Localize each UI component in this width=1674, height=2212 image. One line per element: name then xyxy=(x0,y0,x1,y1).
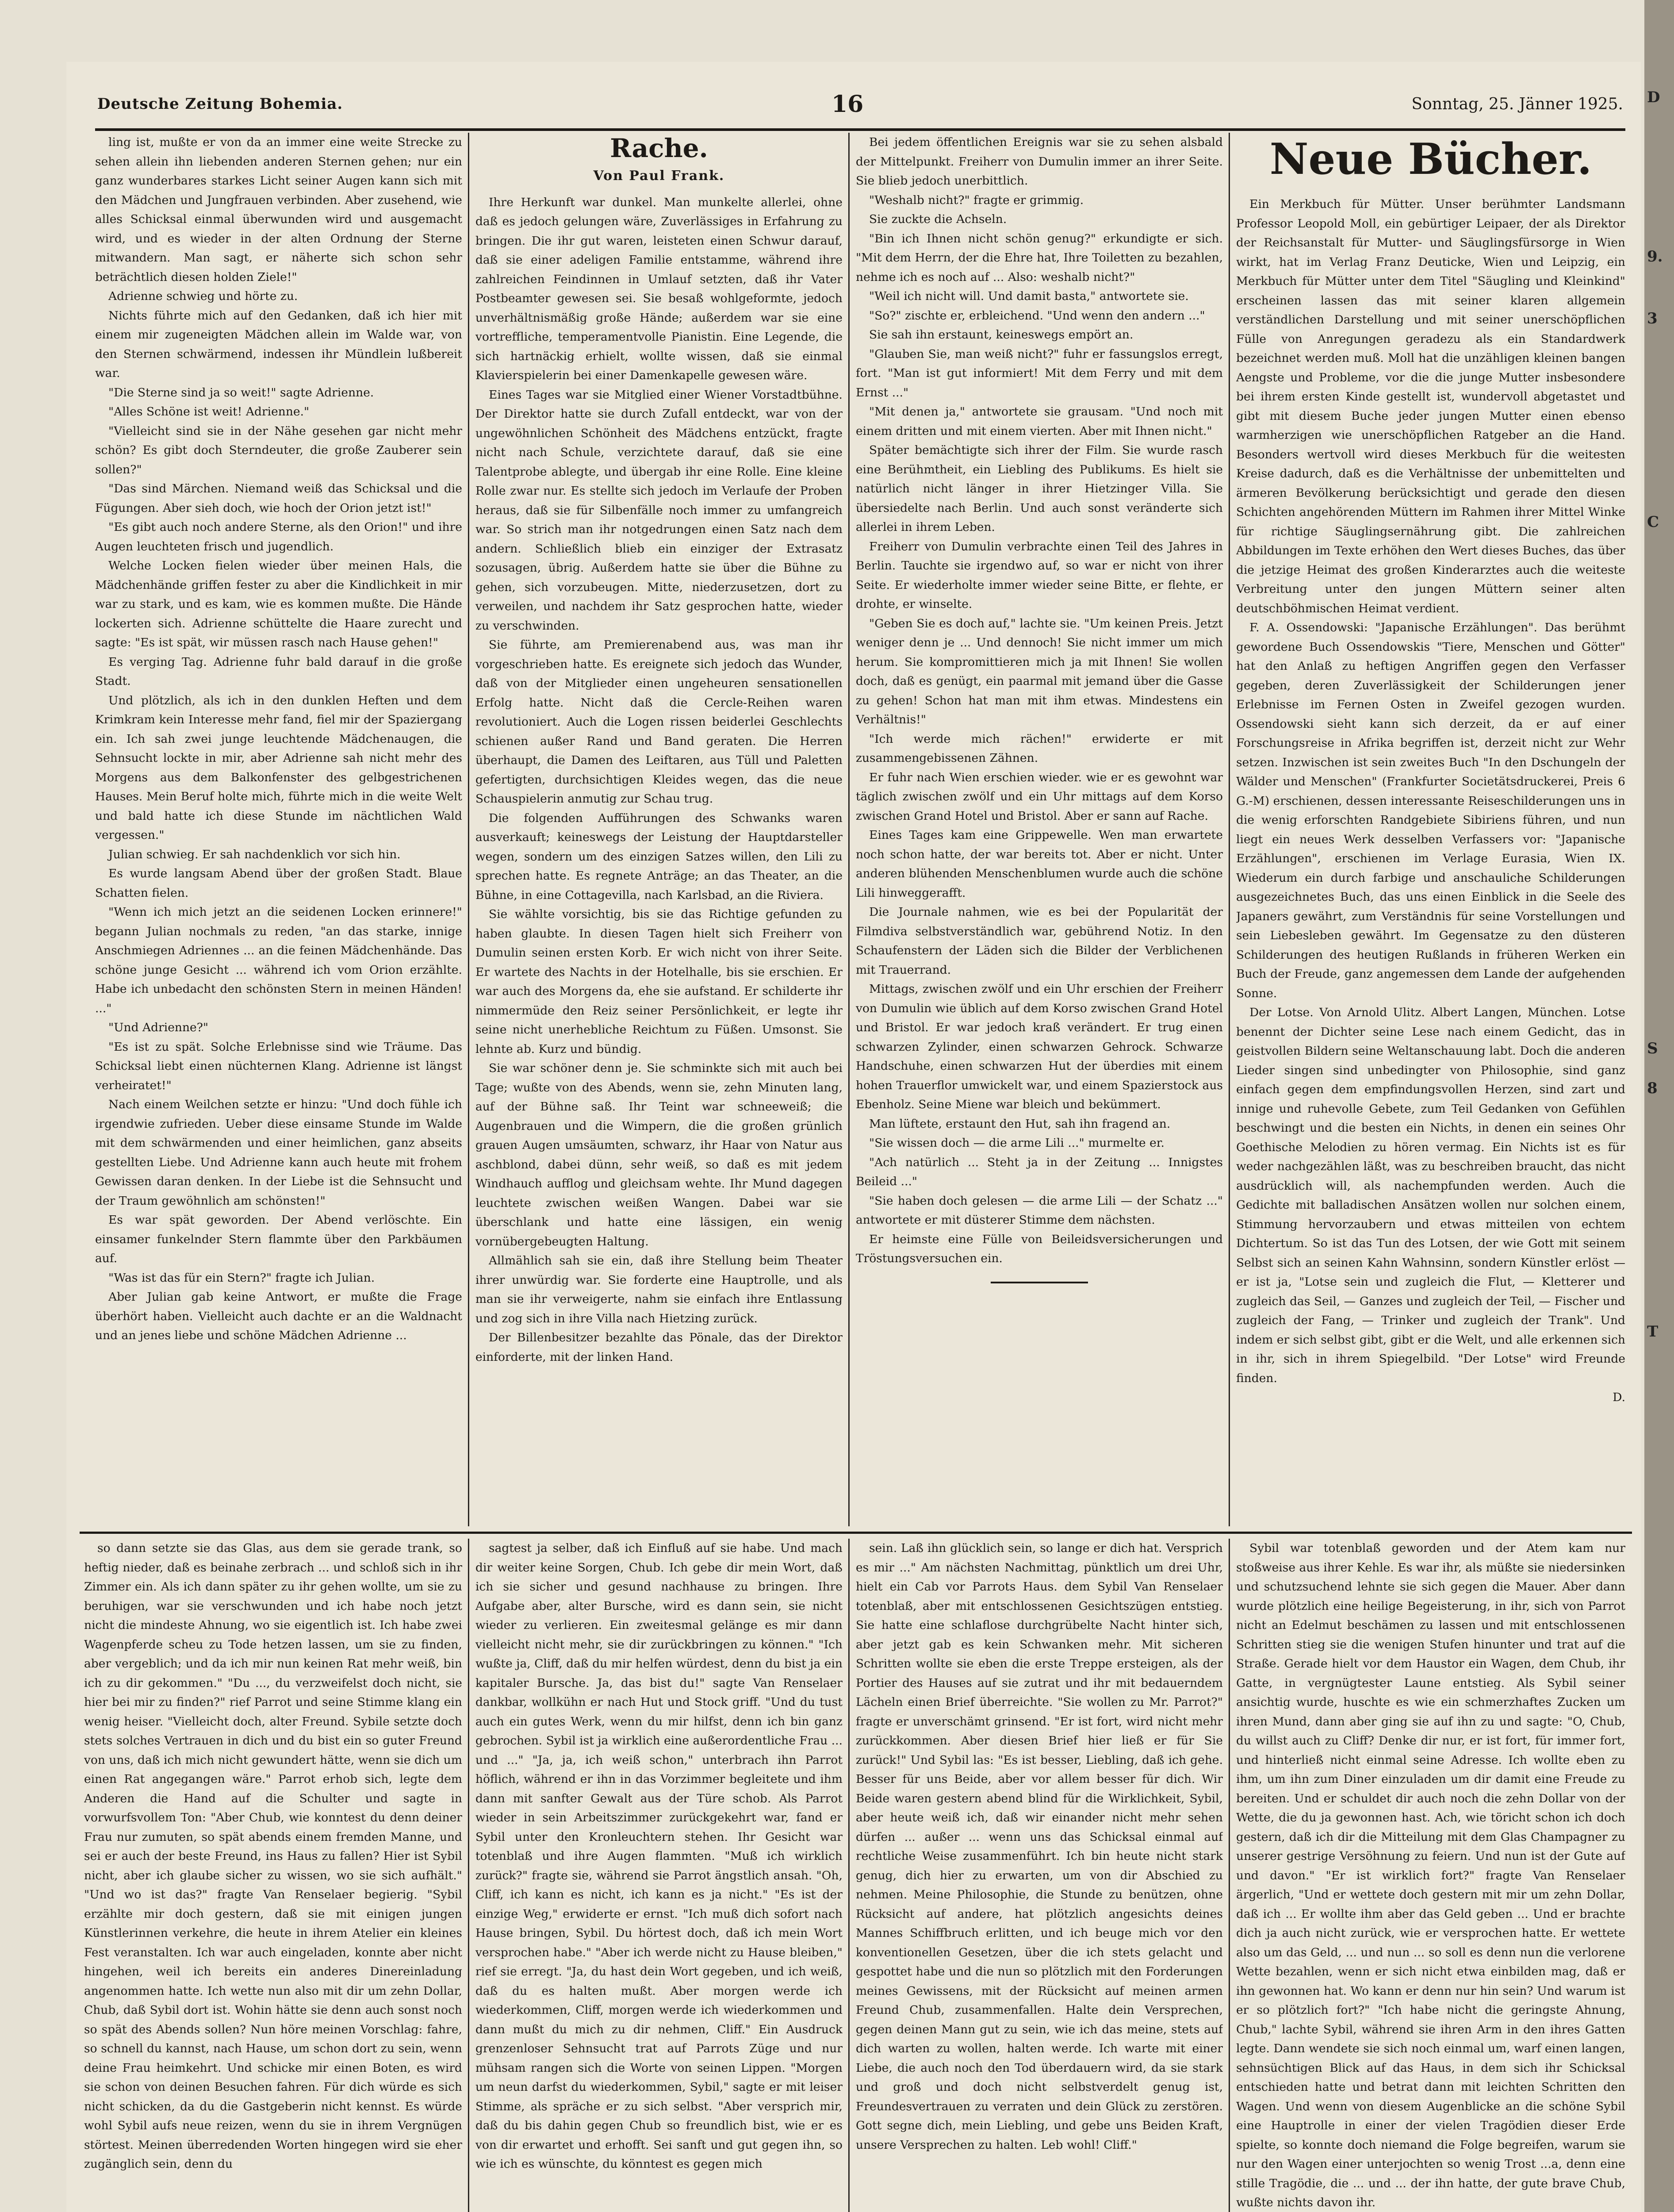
column-divider xyxy=(468,1539,469,2212)
paragraph: "Vielleicht sind sie in der Nähe gesehen gar nicht mehr schön? Es gibt doch Sterndeuter, die große Zauberer sein sollen?" xyxy=(95,424,462,476)
paragraph: "Und Adrienne?" xyxy=(108,1021,209,1034)
paragraph: Sie war schöner denn je. Sie schminkte sich mit auch bei Tage; wußte von des Abends, wenn sie, zehn Minuten lang, auf der Bühne saß. Ihr Teint war schneeweiß; die Augenbrauen und die Wimpern, die die großen grünlich grauen Augen umsäumten, schwarz, ihr Haar von Natur aus aschblond, dabei dünn, sehr weiß, so daß es mit jedem Windhauch aufflog und gleichsam wehte. Ihr Mund dagegen leuchtete zwischen weißen Wangen. Dabei war sie überschlank und hatte eine lässigen, ein wenig vornübergebeugten Haltung. xyxy=(475,1061,843,1248)
paragraph: Ihre Herkunft war dunkel. Man munkelte allerlei, ohne daß es jedoch gelungen wäre, Zuverlässiges in Erfahrung zu bringen. Die ihr gut waren, leisteten einen Schwur darauf, daß sie einer adeligen Familie entstamme, während ihre zahlreichen Feindinnen in Umlauf setzten, daß ihr Vater Postbeamter gewesen sei. Sie besaß wohlgeformte, jedoch unverhältnismäßig große Hände; außerdem war sie eine vortreffliche, temperamentvolle Pianistin. Eine Legende, die sich hartnäckig erhielt, wollte wissen, daß sie einmal Klavierspielerin bei einer Damenkapelle gewesen wäre. xyxy=(475,195,843,382)
paragraph: Er fuhr nach Wien erschien wieder. wie er es gewohnt war täglich zwischen zwölf und ein Uhr mittags auf dem Korso zwischen Grand Hotel und Bristol. Aber er sann auf Rache. xyxy=(856,770,1223,823)
paragraph: Der Billenbesitzer bezahlte das Pönale, das der Direktor einforderte, mit der linken Hand. xyxy=(475,1331,843,1364)
paragraph: Bei jedem öffentlichen Ereignis war sie zu sehen alsbald der Mittelpunkt. Freiherr von Dumulin immer an ihrer Seite. Sie blieb jedoch unerbittlich. xyxy=(856,135,1223,188)
issue-date: Sonntag, 25. Jänner 1925. xyxy=(1411,95,1623,113)
review-signature: D. xyxy=(1613,1390,1625,1404)
paragraph: "Geben Sie es doch auf," lachte sie. "Um keinen Preis. Jetzt weniger denn je ... Und dennoch! Sie nicht immer um mich herum. Sie kompromittieren mich ja mit Ihnen! Sie wollen doch, daß es genügt, ein paarmal mit jemand über die Gasse zu gehen! Schon hat man mit ihm etwas. Mindestens ein Verhältnis!" xyxy=(856,616,1223,726)
paragraph: "Mit denen ja," antwortete sie grausam. "Und noch mit einem dritten und mit einem vierten. Aber mit Ihnen nicht." xyxy=(856,405,1223,438)
paragraph: Eines Tages kam eine Grippewelle. Wen man erwartete noch schon hatte, der war bereits tot. Aber er nicht. Unter anderen blühenden Menschenblumen wurde auch die schöne Lili hinweggerafft. xyxy=(856,828,1223,900)
paragraph: Und plötzlich, als ich in den dunklen Heften und dem Krimkram kein Interesse mehr fand, fiel mir der Spaziergang ein. Ich sah zwei junge leuchtende Mädchenaugen, die Sehnsucht lockte in mir, aber Adrienne sah nicht mehr des Morgens aus dem Balkonfenster des gelbgestrichenen Hauses. Mein Beruf holte mich, führte mich in die weite Welt und bald hatte ich diese Stunde im nächtlichen Wald vergessen." xyxy=(95,693,462,842)
column-divider xyxy=(848,1539,850,2212)
column-divider xyxy=(468,133,469,1526)
story-body xyxy=(856,133,1223,1268)
paragraph: "Ich werde mich rächen!" erwiderte er mit zusammengebissenen Zähnen. xyxy=(856,732,1223,765)
paragraph: Sie zuckte die Achseln. xyxy=(869,212,1007,226)
paragraph: Es war spät geworden. Der Abend verlöschte. Ein einsamer funkelnder Stern flammte über den Parkbäumen auf. xyxy=(95,1213,462,1265)
paragraph: Eines Tages war sie Mitglied einer Wiener Vorstadtbühne. Der Direktor hatte sie durch Zufall entdeckt, war von der ungewöhnlichen Schönheit des Mädchens entzückt, fragte nicht nach Schule, verzichtete darauf, daß sie eine Talentprobe ablegte, und übergab ihr eine Rolle. Eine kleine Rolle zwar nur. Es stellte sich jedoch im Verlaufe der Proben heraus, daß sie für Silbenfälle noch immer zu umfangreich war. So strich man ihr notgedrungen einen Satz nach dem andern. Schließlich blieb ein einziger der Extrasatz sozusagen, übrig. Außerdem hatte sie über die Bühne zu gehen, sich vorzubeugen. Mitte, niederzusetzen, dort zu verweilen, und nachdem ihr Satz gesprochen hatte, wieder zu verschwinden. xyxy=(475,388,843,633)
column-rache xyxy=(475,133,843,1526)
paragraph: "Die Sterne sind ja so weit!" sagte Adrienne. xyxy=(108,385,374,399)
paragraph: "Das sind Märchen. Niemand weiß das Schicksal und die Fügungen. Aber sieh doch, wie hoch der Orion jetzt ist!" xyxy=(95,482,462,515)
edge-fragment: S xyxy=(1647,1040,1658,1057)
reviews-body xyxy=(1236,195,1625,1388)
edge-fragment: 8 xyxy=(1647,1079,1658,1097)
column-divider xyxy=(1229,133,1230,1526)
newspaper-name: Deutsche Zeitung Bohemia. xyxy=(97,95,343,113)
serial-text: so dann setzte sie das Glas, aus dem sie gerade trank, so heftig nieder, daß es beinahe zerbrach ... und schloß sich in ihr Zimmer ein. Als ich dann später zu ihr gehen wollte, um sie zu beruhigen, war sie verschwunden und ich habe noch jetzt nicht die mindeste Ahnung, wo sie eigentlich ist. Ich habe zwei Wagenpferde scheu zu Tode hetzen lassen, um sie zu finden, aber vergeblich; und da ich mir nun keinen Rat mehr weiß, bin ich zu dir gekommen." "Du ..., du verzweifelst doch nicht, sie hier bei mir zu finden?" rief Parrot und seine Stimme klang ein wenig heiser. "Vielleicht doch, alter Freund. Sybile setzte doch stets solches Vertrauen in dich und du bist ein so guter Freund von uns, daß ich mich nicht gewundert hätte, wenn sie dich um einen Rat angegangen wäre." Parrot erhob sich, legte dem Anderen die Hand auf die Schulter und sagte in vorwurfsvollem Ton: "Aber Chub, wie konntest du denn deiner Frau nur zumuten, so spät abends einem fremden Manne, und sei er auch der beste Freund, ins Haus zu fallen? Hier ist Sybil nicht, aber ich glaube sicher zu wissen, wo sie sich aufhält." "Und wo ist das?" fragte Van Renselaer begierig. "Sybil erzählte mir doch gestern, daß sie mit einigen jungen Künstlerinnen verkehre, die heute in ihrem Atelier ein kleines Fest veranstalten. Ich war auch eingeladen, konnte aber nicht hingehen, weil ich bereits ein anderes Dinereinladung angenommen hatte. Ich wette nun also mit dir um zehn Dollar, Chub, daß Sybil dort ist. Wohin hätte sie denn auch sonst noch so spät des Abends sollen? Nun höre meinen Vorschlag: fahre, so schnell du kannst, nach Hause, um schon dort zu sein, wenn deine Frau heimkehrt. Und schicke mir einen Boten, es wird sie schon von deinen Besuchen fahren. Für dich würde es sich nicht schicken, da du die Gastgeberin nicht kennst. Es würde wohl Sybil aufs neue reizen, wenn du sie in ihrem Vergnügen störtest. Meinen überredenden Worten hingegen wird sie eher zugänglich sein, denn du xyxy=(84,1541,462,2171)
serial-text: sein. Laß ihn glücklich sein, so lange er dich hat. Versprich es mir ..." Am nächsten Nachmittag, pünktlich um drei Uhr, hielt ein Cab vor Parrots Haus. dem Sybil Van Renselaer totenblaß, aber mit entschlossenen Gesichtszügen entstieg. Sie hatte eine schlaflose durchgrübelte Nacht hinter sich, aber jetzt gab es kein Schwanken mehr. Mit sicheren Schritten wollte sie eben die erste Treppe ersteigen, als der Portier des Hauses auf sie zutrat und ihr mit bedauerndem Lächeln einen Brief überreichte. "Sie wollen zu Mr. Parrot?" fragte er unverschämt grinsend. "Er ist fort, wird nicht mehr zurückkommen. Aber diesen Brief hier ließ er für Sie zurück!" Und Sybil las: "Es ist besser, Liebling, daß ich gehe. Besser für uns Beide, aber vor allem besser für dich. Wir Beide waren gestern abend blind für die Wirklichkeit, Sybil, aber heute weiß ich, daß wir einander nicht mehr sehen dürfen ... außer ... wenn uns das Schicksal einmal auf rechtliche Weise zusammenführt. Ich bin heute nicht stark genug, dich hier zu erwarten, um von dir Abschied zu nehmen. Meine Philosophie, die Stunde zu benützen, ohne Rücksicht auf andere, hat plötzlich angesichts deines Mannes Schiffbruch erlitten, und ich beuge mich vor den konventionellen Gesetzen, über die ich stets gelacht und gespottet habe und die nun so plötzlich mit den Forderungen meines Gewissens, mit der Rücksicht auf meinen armen Freund Chub, zusammenfallen. Halte dein Versprechen, gegen deinen Mann gut zu sein, wie ich das meine, stets auf dich warten zu wollen, halten werde. Ich warte mit einer Liebe, die auch noch den Tod überdauern wird, da sie stark und groß und doch nicht selbstverdelt genug ist, Freundesvertrauen zu verraten und dein Glück zu zerstören. Gott segne dich, mein Liebling, und gebe uns Beiden Kraft, unsere Versprechen zu halten. Leb wohl! Cliff." xyxy=(856,1541,1223,2152)
paragraph: Es wurde langsam Abend über der großen Stadt. Blaue Schatten fielen. xyxy=(95,867,462,900)
paragraph: Die Journale nahmen, wie es bei der Popularität der Filmdiva selbstverständlich war, gebührend Notiz. In den Schaufenstern der Läden sich die Bilder der Verblichenen mit Trauerrand. xyxy=(856,905,1223,977)
story-body xyxy=(475,193,843,1367)
paragraph: Der Lotse. Von Arnold Ulitz. Albert Langen, München. Lotse benennt der Dichter seine Lese nach einem Gedicht, das in geistvollen Bildern seine Weltanschauung labt. Doch die anderen Lieder singen sind unbedingter von Philosophie, sind ganz einfach gegen dem empfindungsvollen Herzen, sind zart und innige und ruhevolle Gebete, zum Teil Gedanken von Gefühlen beschwingt und die besten ein Nichts, in denen ein seines Ohr Goethische Melodien zu hören vermag. Ein Nichts ist es für weder nachgezählen läßt, was zu beschreiben braucht, das nicht ausdrücklich will, als nachempfunden werden. Auch die Gedichte mit balladischen Ansätzen wollen nur solchen einem, Stimmung hervorzaubern und etwas mitteilen von echtem Dichtertum. So ist das Tun des Lotsen, der wie Gott mit seinem Selbst sich an seinen Kahn Wahnsinn, sondern Künstler erlöst — er ist ja, "Lotse sein und zugleich die Flut, — Kletterer und zugleich das Seil, — Ganzes und zugleich der Teil, — Fischer und zugleich der Fang, — Trinker und zugleich der Trank". Und indem er sich selbst gibt, gibt er die Welt, und alle erkennen sich in ihr, sich in ihrem Spiegelbild. "Der Lotse" wird Freunde finden. xyxy=(1236,1006,1625,1385)
story-title: Rache. xyxy=(610,133,708,163)
paragraph: Sie sah ihn erstaunt, keineswegs empört an. xyxy=(869,328,1134,342)
section-rule xyxy=(80,1532,1632,1534)
paragraph: ling ist, mußte er von da an immer eine weite Strecke zu sehen allein ihn liebenden anderen Sternen gehen; nur ein ganz wunderbares starkes Licht seiner Augen kann sich mit den Mädchen und Jungfrauen verbinden. Aber zusehend, wie alles Schicksal einmal überwunden wird und ausgemacht wird, und es wieder in der alten Ordnung der Sterne mitwandern. Man sagt, er näherte sich schon sehr beträchtlich diesen holden Ziele!" xyxy=(95,135,462,284)
paragraph: Aber Julian gab keine Antwort, er mußte die Frage überhört haben. Vielleicht auch dachte er an die Waldnacht und an jenes liebe und schöne Mädchen Adrienne ... xyxy=(95,1290,462,1342)
paragraph: Sie wählte vorsichtig, bis sie das Richtige gefunden zu haben glaubte. In diesen Tagen hielt sich Freiherr von Dumulin seinen ersten Korb. Er wich nicht von ihrer Seite. Er wartete des Nachts in der Hotelhalle, bis sie erschien. Er war auch des Morgens da, ehe sie aufstand. Er schilderte ihr nimmermüde den Reiz seiner Persönlichkeit, er legte ihr seine nicht unerhebliche Reichtum zu Füßen. Umsonst. Sie lehnte ab. Kurz und bündig. xyxy=(475,907,843,1056)
paragraph: Später bemächtigte sich ihrer der Film. Sie wurde rasch eine Berühmtheit, ein Liebling des Publikums. Es hielt sie natürlich nicht länger in ihrer Hietzinger Villa. Sie übersiedelte nach Berlin. Und auch sonst veränderte sich allerlei in ihrem Leben. xyxy=(856,443,1223,534)
serial-text: Sybil war totenblaß geworden und der Atem kam nur stoßweise aus ihrer Kehle. Es war ihr, als müßte sie niedersinken und schutzsuchend lehnte sie sich gegen die Mauer. Aber dann wurde plötzlich eine heilige Begeisterung, in ihr, sich von Parrot nicht an Edelmut beschämen zu lassen und mit entschlossenen Schritten stieg sie die wenigen Stufen hinunter und trat auf die Straße. Gerade hielt vor dem Haustor ein Wagen, dem Chub, ihr Gatte, in vergnügtester Laune entstieg. Als Sybil seiner ansichtig wurde, huschte es wie ein schmerzhaftes Zucken um ihren Mund, dann aber ging sie auf ihn zu und sagte: "O, Chub, du willst auch zu Cliff? Denke dir nur, er ist fort, für immer fort, und hinterließ nicht einmal seine Adresse. Ich wollte eben zu ihm, um ihn zum Diner einzuladen um dir damit eine Freude zu bereiten. Und er schuldet dir auch noch die zehn Dollar von der Wette, die du ja gewonnen hast. Ach, wie töricht schon ich doch gestern, daß ich dir die Mitteilung mit dem Glas Champagner zu unserer gestrige Versöhnung zu feiern. Und nun ist der Gute auf und davon." "Er ist wirklich fort?" fragte Van Renselaer ärgerlich, "Und er wettete doch gestern mit mir um zehn Dollar, daß ich ... Er wollte ihm aber das Geld geben ... Und er brachte dich ja auch nicht zurück, wie er versprochen hatte. Er wettete also um das Geld, ... und nun ... so soll es denn nun die verlorene Wette bezahlen, wenn er sich nicht etwa einbilden mag, daß er ihn gewonnen hat. Wo kann er denn nur hin sein? Und warum ist er so plötzlich fort?" "Ich habe nicht die geringste Ahnung, Chub," lachte Sybil, während sie ihren Arm in den ihres Gatten legte. Dann wendete sie sich noch einmal um, warf einen langen, sehnsüchtigen Blick auf das Haus, in dem sich ihr Schicksal entschieden hatte und betrat dann mit leichten Schritten den Wagen. Und wenn von diesem Augenblicke an die schöne Sybil eine Hauptrolle in einer der vielen Tragödien dieser Erde spielte, so konnte doch niemand die Folge begreifen, warum sie nur den Wagen einer unterjochten so wenig Trost ...a, denn eine stille Tragödie, die ... und ... der ihn hatte, der gute brave Chub, wußte nichts davon ihr. xyxy=(1236,1541,1625,2209)
serial-column-1 xyxy=(84,1539,462,2212)
serial-column-3 xyxy=(856,1539,1223,2212)
serial-text: sagtest ja selber, daß ich Einfluß auf sie habe. Und mach dir weiter keine Sorgen, Chub. Ich gebe dir mein Wort, daß ich sie sicher und gesund nachhause zu bringen. Ihre Aufgabe aber, alter Bursche, wird es dann sein, sie nicht wieder zu verlieren. Ein zweitesmal gelänge es mir dann vielleicht nicht mehr, sie dir zurückbringen zu können." "Ich wußte ja, Cliff, daß du mir helfen würdest, denn du bist ja ein kapitaler Bursche. Ja, das bist du!" sagte Van Renselaer dankbar, wollkühn er nach Hut und Stock griff. "Und du tust auch ein gutes Werk, wenn du mir hilfst, denn ich bin ganz gebrochen. Sybil ist ja wirklich eine außerordentliche Frau ... und ..." "Ja, ja, ich weiß schon," unterbrach ihn Parrot höflich, während er ihn in das Vorzimmer begleitete und ihm dann mit sanfter Gewalt aus der Türe schob. Als Parrot wieder in sein Arbeitszimmer zurückgekehrt war, fand er Sybil unter den Kronleuchtern stehen. Ihr Gesicht war totenblaß und ihre Augen flammten. "Muß ich wirklich zurück?" fragte sie, während sie Parrot ängstlich ansah. "Oh, Cliff, ich kann es nicht, ich kann es ja nicht." "Es ist der einzige Weg," erwiderte er ernst. "Ich muß dich sofort nach Hause bringen, Sybil. Du hörtest doch, daß ich mein Wort versprochen habe." "Aber ich werde nicht zu Hause bleiben," rief sie erregt. "Ja, du hast dein Wort gegeben, und ich weiß, daß du es halten mußt. Aber morgen werde ich wiederkommen, Cliff, morgen werde ich wiederkommen und dann mußt du mich zu dir nehmen, Cliff." Ein Ausdruck grenzenloser Sehnsucht trat auf Parrots Züge und nur mühsam rangen sich die Worte von seinen Lippen. "Morgen um neun darfst du wiederkommen, Sybil," sagte er mit leiser Stimme, als spräche er zu sich selbst. "Aber versprich mir, daß du bis dahin gegen Chub so freundlich bist, wie er es von dir erwartet und erhofft. Sei sanft und gut gegen ihn, so wie ich es wünschte, du könntest es gegen mich xyxy=(475,1541,843,2171)
page-number: 16 xyxy=(831,91,864,118)
column-rache-continued xyxy=(856,133,1223,1526)
paragraph: "Wenn ich mich jetzt an die seidenen Locken erinnere!" begann Julian nochmals zu reden, "an das starke, innige Anschmiegen Adriennes ... an die feinen Mädchenhände. Das schöne junge Gesicht ... während ich vom Orion erzählte. Habe ich unbedacht den schönsten Stern in meinen Händen! ..." xyxy=(95,905,462,1015)
section-title: Neue Bücher. xyxy=(1269,134,1592,184)
paragraph: Freiherr von Dumulin verbrachte einen Teil des Jahres in Berlin. Tauchte sie irgendwo auf, so war er nicht von ihrer Seite. Er wiederholte immer wieder seine Bitte, er flehte, er drohte, er winselte. xyxy=(856,539,1223,611)
paragraph: Julian schwieg. Er sah nachdenklich vor sich hin. xyxy=(108,847,401,861)
paragraph: Er heimste eine Fülle von Beileidsversicherungen und Tröstungsversuchen ein. xyxy=(856,1232,1223,1265)
column-neue-buecher xyxy=(1236,133,1625,1526)
column-divider xyxy=(1229,1539,1230,2212)
adjacent-page-edge xyxy=(1644,0,1674,2212)
column-story-end xyxy=(95,133,462,1526)
masthead-rule xyxy=(95,128,1625,131)
paragraph: "Bin ich Ihnen nicht schön genug?" erkundigte er sich. "Mit dem Herrn, der die Ehre hat, Ihre Toiletten zu bezahlen, nehme ich es noch auf ... Also: weshalb nicht?" xyxy=(856,231,1223,284)
paragraph: "Es ist zu spät. Solche Erlebnisse sind wie Träume. Das Schicksal liebt einen nüchternen Klang. Adrienne ist längst verheiratet!" xyxy=(95,1040,462,1092)
paragraph: "Ach natürlich ... Steht ja in der Zeitung ... Innigstes Beileid ..." xyxy=(856,1155,1223,1188)
paragraph: Es verging Tag. Adrienne fuhr bald darauf in die große Stadt. xyxy=(95,655,462,688)
paragraph: Die folgenden Aufführungen des Schwanks waren ausverkauft; keineswegs der Leistung der Hauptdarsteller wegen, sondern um des einzigen Satzes willen, den Lili zu sprechen hatte. Es regnete Anträge; an das Theater, an die Bühne, in eine Cottagevilla, nach Karlsbad, an die Riviera. xyxy=(475,811,843,902)
serial-column-4 xyxy=(1236,1539,1625,2212)
story-author: Von Paul Frank. xyxy=(593,168,725,184)
paragraph: "So?" zischte er, erbleichend. "Und wenn den andern ..." xyxy=(869,308,1205,323)
edge-fragment: T xyxy=(1647,1323,1659,1340)
paragraph: F. A. Ossendowski: "Japanische Erzählungen". Das berühmt gewordene Buch Ossendowskis "Tiere, Menschen und Götter" hat den Anlaß zu heftigen Angriffen gegen den Verfasser gegeben, deren Zuverlässigkeit der Schilderungen jener Erlebnisse im Fernen Osten in Zweifel gezogen wurden. Ossendowski sieht kann sich derzeit, da er auf einer Forschungsreise in Afrika begriffen ist, derzeit nicht zur Wehr setzen. Inzwischen ist sein zweites Buch "In den Dschungeln der Wälder und Menschen" (Frankfurter Societätsdruckerei, Preis 6 G.-M) erschienen, dessen interessante Reiseschilderungen uns in die wenig erforschten Randgebiete Sibiriens führen, und nun liegt ein neues Werk desselben Verfassers vor: "Japanische Erzählungen", erschienen im Verlage Eurasia, Wien IX. Wiederum ein durch farbige und anschauliche Schilderungen ausgezeichnetes Buch, das uns einen Einblick in die Seele des Japaners gewährt, zum Verständnis für seine Vorstellungen und sein Liebesleben gewährt. Im Gegensatze zu den düsteren Schilderungen des heutigen Rußlands in früheren Werken ein Buch der Freude, ganz angemessen dem Lande der aufgehenden Sonne. xyxy=(1236,621,1625,1000)
column-divider xyxy=(848,133,850,1526)
paragraph: Man lüftete, erstaunt den Hut, sah ihn fragend an. xyxy=(869,1117,1171,1131)
paragraph: "Sie wissen doch — die arme Lili ..." murmelte er. xyxy=(869,1136,1165,1150)
paragraph: "Es gibt auch noch andere Sterne, als den Orion!" und ihre Augen leuchteten frisch und jugendlich. xyxy=(95,520,462,553)
serial-column-2 xyxy=(475,1539,843,2212)
paragraph: Nichts führte mich auf den Gedanken, daß ich hier mit einem mir zugeneigten Mädchen allein im Walde war, von den Sternen schwärmend, indessen ihr Mündlein lußbereit war. xyxy=(95,308,462,380)
paragraph: Sie führte, am Premierenabend aus, was man ihr vorgeschrieben hatte. Es ereignete sich jedoch das Wunder, daß von der Mitglieder einen ungeheuren sensationellen Erfolg hatte. Nicht daß die Cercle-Reihen waren revolutioniert. Auch die Logen rissen beiderlei Geschlechts schienen außer Rand und Band geraten. Die Herren überhaupt, die Damen des Leiftaren, aus Tüll und Paletten gefertigten, durchsichtigen Kleides wegen, das die neue Schauspielerin anmutig zur Schau trug. xyxy=(475,638,843,806)
paragraph: "Sie haben doch gelesen — die arme Lili — der Schatz ..." antwortete er mit düsterer Stimme dem nächsten. xyxy=(856,1194,1223,1227)
edge-fragment: 3 xyxy=(1647,310,1658,327)
paragraph: "Was ist das für ein Stern?" fragte ich Julian. xyxy=(108,1271,375,1285)
masthead xyxy=(97,91,1623,126)
paragraph: Mittags, zwischen zwölf und ein Uhr erschien der Freiherr von Dumulin wie üblich auf dem Korso zwischen Grand Hotel und Bristol. Er war jedoch kraß verändert. Er trug einen schwarzen Zylinder, einen schwarzen Gehrock. Schwarze Handschuhe, einen schwarzen Hut der überdies mit einem hohen Trauerflor umwickelt war, und einem Spazierstock aus Ebenholz. Seine Miene war bleich und bekümmert. xyxy=(856,982,1223,1111)
edge-fragment: C xyxy=(1647,513,1659,531)
paragraph: Adrienne schwieg und hörte zu. xyxy=(108,289,298,303)
edge-fragment: 9. xyxy=(1647,248,1663,265)
story-end-rule xyxy=(991,1282,1088,1283)
paragraph: "Weshalb nicht?" fragte er grimmig. xyxy=(869,193,1084,207)
paragraph: "Weil ich nicht will. Und damit basta," antwortete sie. xyxy=(869,289,1189,303)
paragraph: "Alles Schöne ist weit! Adrienne." xyxy=(108,405,310,419)
paragraph: Nach einem Weilchen setzte er hinzu: "Und doch fühle ich irgendwie zufrieden. Ueber diese einsame Stunde im Walde mit dem schwärmenden und einer heimlichen, ganz abseits gestellten Liebe. Und Adrienne kann auch heute mit frohem Gewissen daran denken. In der Liebe ist die Sehnsucht und der Traum gewöhnlich am schönsten!" xyxy=(95,1098,462,1208)
paragraph: Allmählich sah sie ein, daß ihre Stellung beim Theater ihrer unwürdig war. Sie forderte eine Hauptrolle, und als man sie ihr verweigerte, nahm sie einfach ihre Entlassung und zog sich in ihre Villa nach Hietzing zurück. xyxy=(475,1254,843,1325)
paragraph: "Glauben Sie, man weiß nicht?" fuhr er fassungslos erregt, fort. "Man ist gut informiert! Mit dem Ferry und mit dem Ernst ..." xyxy=(856,347,1223,399)
paragraph: Ein Merkbuch für Mütter. Unser berühmter Landsmann Professor Leopold Moll, ein gebürtiger Leipaer, der als Direktor der Reichsanstalt für Mutter- und Säuglingsfürsorge in Wien wirkt, hat im Verlag Franz Deuticke, Wien und Leipzig, ein Merkbuch für Mütter unter dem Titel "Säugling und Kleinkind" erscheinen lassen das mit seiner klaren allgemein verständlichen Darstellung und mit seiner unerschöpflichen Fülle von Anregungen geradezu als ein Standardwerk bezeichnet werden muß. Moll hat die unzähligen kleinen bangen Aengste und Probleme, vor die die junge Mutter insbesondere bei ihrem ersten Kinde gestellt ist, wundervoll abgetastet und gibt mit diesem Buche jeder jungen Mutter einen ebenso warmherzigen wie unerschöpflichen Ratgeber an die Hand. Besonders wertvoll wird dieses Merkbuch für die weitesten Kreise dadurch, daß es die Verhältnisse der unbemittelten und ärmeren Bevölkerung berücksichtigt und gerade den diesen Schichten angehörenden Müttern im Rahmen ihrer Mittel Winke für richtige Säuglingsernährung gibt. Die zahlreichen Abbildungen im Texte erhöhen den Wert dieses Buches, das über die jetzige Heimat des großen Kinderarztes auch die weiteste Verbreitung unter den jungen Müttern seiner alten deutschböhmischen Heimat verdient. xyxy=(1236,197,1625,615)
paragraph: Welche Locken fielen wieder über meinen Hals, die Mädchenhände griffen fester zu aber die Kindlichkeit in mir war zu stark, und es kam, wie es kommen mußte. Die Hände lockerten sich. Adrienne schüttelte die Haare zurecht und sagte: "Es ist spät, wir müssen rasch nach Hause gehen!" xyxy=(95,559,462,649)
edge-fragment: D xyxy=(1647,88,1660,106)
